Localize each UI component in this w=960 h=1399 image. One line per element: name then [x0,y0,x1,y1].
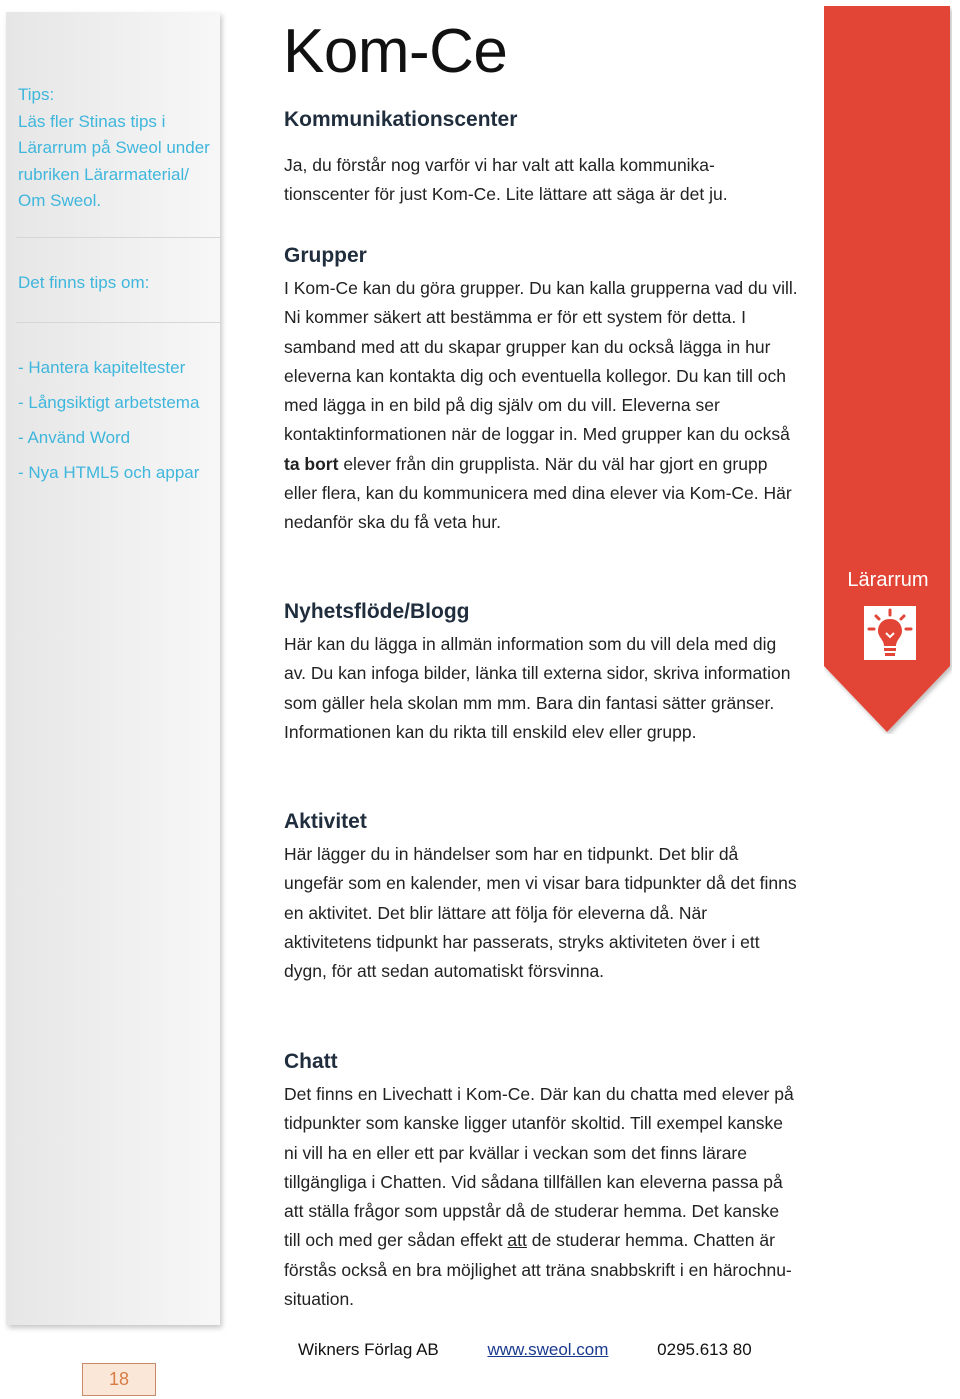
page-subtitle: Kommunikationscenter [284,108,518,131]
section-heading: Chatt [284,1050,338,1073]
sidebar [6,12,220,1325]
section-heading: Aktivitet [284,810,367,833]
section-text-bold: ta bort [284,453,339,474]
section-aktivitet [284,808,799,986]
section-text: I Kom-Ce kan du göra grupper. Du kan kalla grupperna vad du vill. Ni kommer säkert att bestämma er för ett system för detta. I samband med att du skapar grupper kan du också lägga in hur eleverna kan kontakta dig och eventuella kollegor. Du kan till och med lägga in en bild på dig själv om du vill. Eleverna ser kontaktinformationen när de loggar in. Med grupper kan du också [284,278,798,445]
section-grupper [284,242,799,538]
page-number: 18 [82,1363,156,1396]
sidebar-tips-line: rubriken Lärarmaterial/ [18,164,190,184]
sidebar-item: - Långsiktigt arbetstema [18,393,200,412]
sidebar-item: - Använd Word [18,428,131,447]
section-text: Det finns en Livechatt i Kom-Ce. Där kan du chatta med elever på tidpunkter som kanske ligger utanför skoltid. Till exempel kanske ni vill ha en eller ett par kvällar i veckan som det finns lärare tillgängliga i Chatten. Vid sådana tillfällen kan eleverna passa på att ställa frågor som uppstår då de studerar hemma. Det kanske till och med ger sådan effekt [284,1084,794,1251]
sidebar-divider [16,322,220,323]
sidebar-heading: Det finns tips om: [18,273,150,292]
section-paragraph: Informationen kan du rikta till enskild elev eller grupp. [284,721,697,742]
section-heading: Grupper [284,244,367,267]
sidebar-item: - Hantera kapiteltester [18,358,186,377]
banner-label: Lärarrum [847,569,929,591]
section-text: elever från din grupplista. När du väl har gjort en grupp eller flera, kan du kommunicera med dina elever via Kom-Ce. Här nedanför ska du få veta hur. [284,453,792,533]
sidebar-tips-line: Tips: [18,85,55,104]
section-body [284,1080,799,1314]
section-chatt [284,1048,799,1314]
section-text: de studerar hemma. Chatten är förstås också en bra möjlighet att träna snabbskrift i en härochnu-situation. [284,1230,792,1310]
intro-line: Ja, du förstår nog varför vi har valt att kalla kommunika- [284,155,715,175]
sidebar-list [18,350,199,490]
footer [298,1340,752,1360]
intro-line: tionscenter för just Kom-Ce. Lite lättare att säga är det ju. [284,184,728,204]
section-heading: Nyhetsflöde/Blogg [284,600,470,623]
sidebar-tips [18,82,210,215]
footer-phone: 0295.613 80 [657,1340,752,1359]
section-paragraph: Här kan du lägga in allmän information som du vill dela med dig av. Du kan infoga bilder, länka till externa sidor, skriva information som gäller hela skolan mm mm. Bara din fantasi sätter gränser. [284,634,791,713]
section-body [284,840,799,986]
section-paragraph: Här lägger du in händelser som har en tidpunkt. Det blir då ungefär som en kalender, men vi visar bara tidpunkter då det finns en aktivitet. Det blir lättare att följa för eleverna då. När aktivitetens tidpunkt har passerats, stryks aktiviteten över i ett dygn, för att sedan automatiskt försvinna. [284,844,797,982]
sidebar-tips-line: Lärarrum på Sweol under [18,138,210,157]
footer-publisher: Wikners Förlag AB [298,1340,439,1359]
section-nyhetsflode [284,598,799,747]
section-text-underlined: att [507,1230,527,1251]
section-body [284,630,799,747]
sidebar-tips-line: Läs fler Stinas tips i [18,111,166,131]
footer-website-link[interactable]: www.sweol.com [487,1340,609,1359]
sidebar-tips-line: Om Sweol. [18,191,102,210]
intro-text [284,151,794,209]
sidebar-divider [16,237,220,238]
section-body [284,274,799,538]
lararrum-banner[interactable] [824,6,952,734]
lightbulb-icon [864,606,916,660]
page-title: Kom-Ce [283,17,508,86]
sidebar-item: - Nya HTML5 och appar [18,463,200,482]
